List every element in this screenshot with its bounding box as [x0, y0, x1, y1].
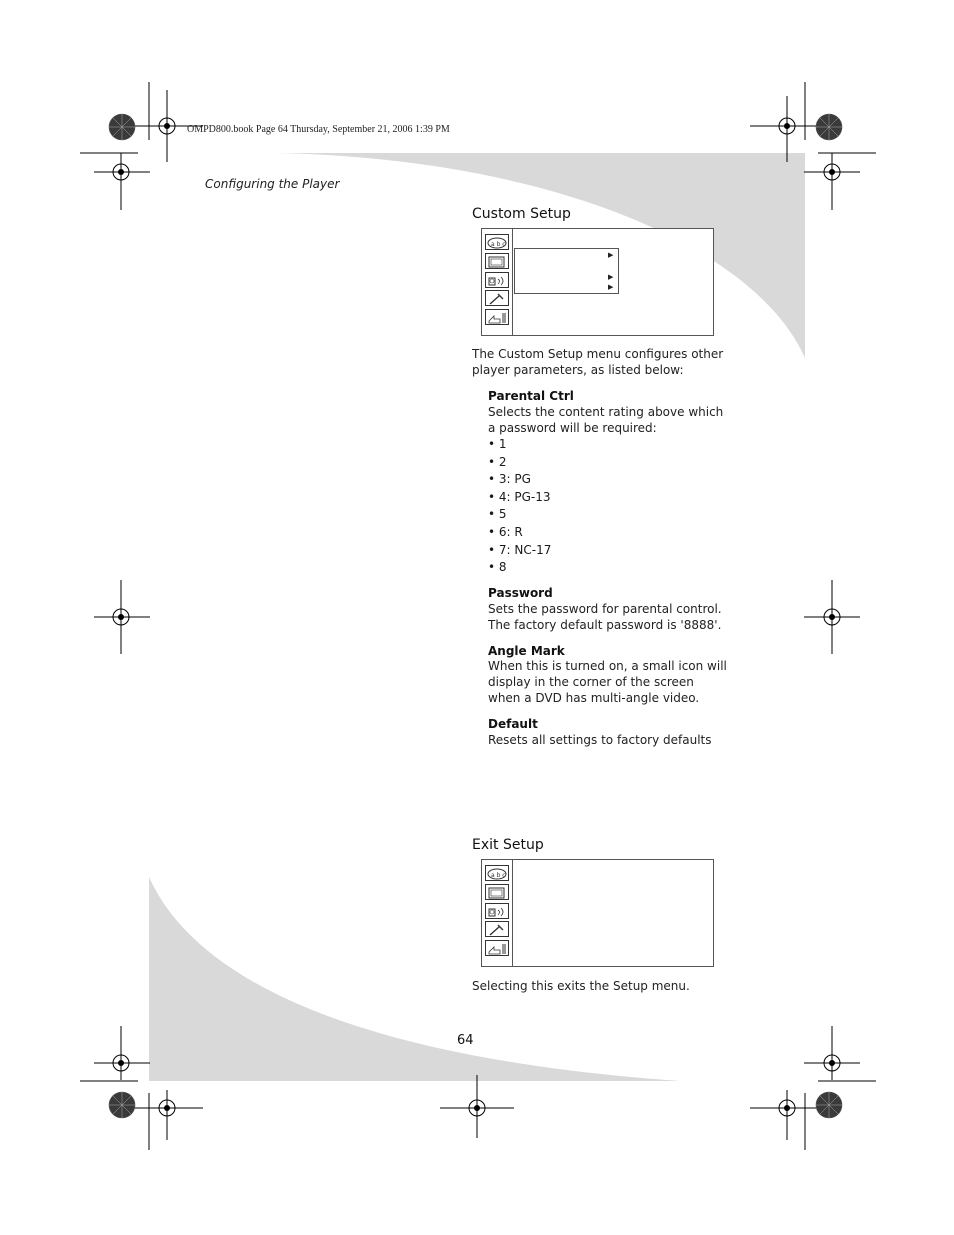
- page-number: 64: [457, 1033, 474, 1048]
- submenu-arrow-icon: ▶: [608, 283, 614, 291]
- running-title: Configuring the Player: [205, 177, 340, 191]
- svg-text:a b c: a b c: [491, 872, 506, 879]
- rating-list: [488, 436, 551, 577]
- list-item: • 7: NC-17: [488, 542, 552, 557]
- custom-setup-intro: The Custom Setup menu configures other player parameters, as listed below:: [472, 347, 724, 377]
- tools-custom-icon: [485, 290, 509, 306]
- exit-icon: [485, 940, 509, 956]
- language-abc-icon: [485, 234, 509, 250]
- exit-icon: [485, 309, 509, 325]
- list-item: • 1: [488, 437, 507, 451]
- submenu-arrow-icon: ▶: [608, 273, 614, 281]
- list-item: • 3: PG: [488, 472, 531, 487]
- angle-mark-desc: When this is turned on, a small icon will display in the corner of the screen when a DVD has multi-angle video.: [488, 659, 727, 705]
- language-abc-icon: [485, 865, 509, 881]
- parental-ctrl-term: Parental Ctrl: [488, 389, 574, 403]
- audio-speaker-icon: [485, 272, 509, 288]
- custom-setup-menu-screenshot: [481, 228, 714, 336]
- menu-icon-column: [482, 229, 513, 335]
- svg-text:a b c: a b c: [491, 241, 506, 248]
- tv-screen-icon: [485, 884, 509, 900]
- tv-screen-icon: [485, 253, 509, 269]
- list-item: • 4: PG-13: [488, 489, 551, 504]
- list-item: • 8: [488, 560, 507, 575]
- audio-speaker-icon: [485, 903, 509, 919]
- list-item: • 2: [488, 454, 507, 469]
- default-term: Default: [488, 717, 538, 731]
- menu-icon-column: [482, 860, 513, 966]
- exit-setup-heading: Exit Setup: [472, 837, 544, 853]
- password-term: Password: [488, 586, 553, 600]
- list-item: • 6: R: [488, 524, 523, 539]
- custom-setup-submenu: [514, 248, 619, 294]
- submenu-arrow-icon: ▶: [608, 251, 614, 259]
- list-item: • 5: [488, 507, 507, 522]
- password-desc: Sets the password for parental control. The factory default password is '8888'.: [488, 602, 722, 632]
- angle-mark-term: Angle Mark: [488, 644, 565, 658]
- book-slug: OMPD800.book Page 64 Thursday, September 21, 2006 1:39 PM: [187, 124, 450, 135]
- parental-ctrl-desc: Selects the content rating above which a password will be required:: [488, 405, 724, 435]
- default-desc: Resets all settings to factory defaults: [488, 733, 712, 747]
- tools-custom-icon: [485, 921, 509, 937]
- custom-setup-heading: Custom Setup: [472, 206, 571, 222]
- exit-setup-menu-screenshot: [481, 859, 714, 967]
- exit-setup-desc: Selecting this exits the Setup menu.: [472, 979, 690, 993]
